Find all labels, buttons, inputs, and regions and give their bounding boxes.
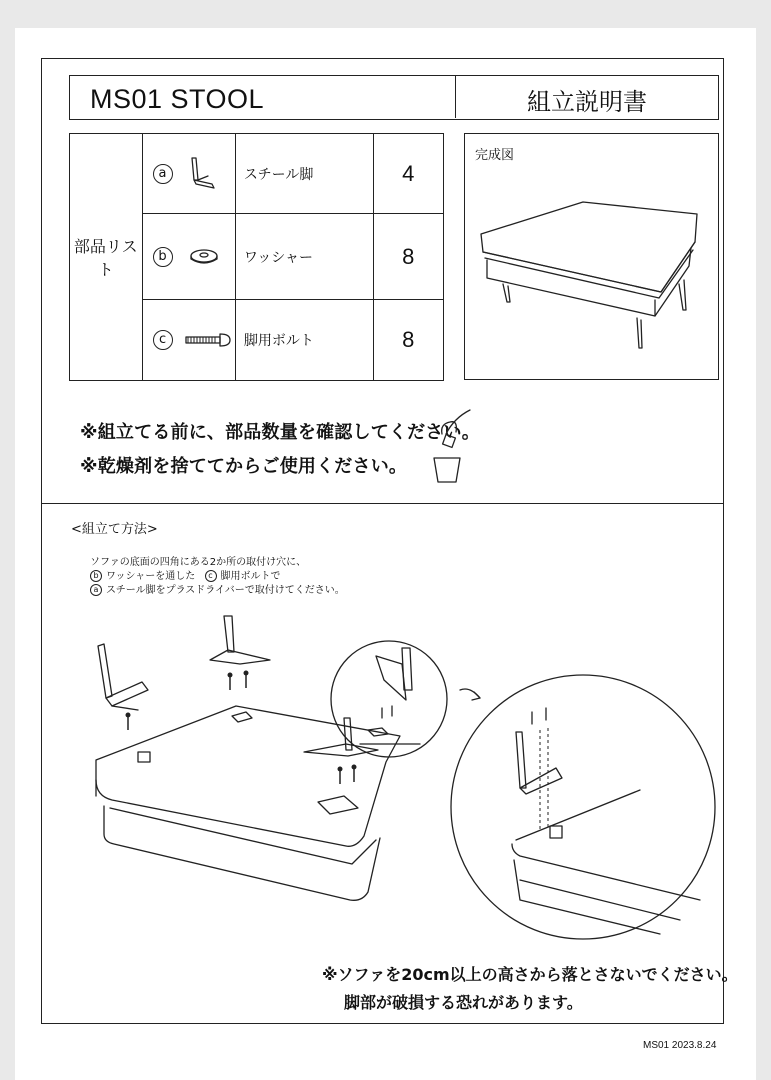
washer-icon — [184, 245, 224, 269]
instruction-text: ワッシャーを通した — [106, 571, 196, 582]
warning-drop: ※ソファを20cm以上の高さから落とさないでください。 — [322, 965, 738, 984]
title-left-cell — [70, 76, 456, 118]
instruction-letter: b — [90, 570, 102, 582]
parts-list-heading: 部品リスト — [70, 134, 143, 381]
document-title: 組立説明書 — [527, 88, 647, 116]
completed-stool-illustration — [465, 134, 717, 378]
section-divider — [41, 503, 724, 504]
bolt-icon — [182, 330, 234, 350]
discard-desiccant-icon — [426, 404, 486, 490]
completed-view-box — [464, 133, 719, 380]
part-letter: c — [153, 330, 173, 350]
steel-leg-icon — [184, 154, 224, 194]
part-name: ワッシャー — [235, 214, 373, 300]
part-qty: 4 — [373, 134, 443, 214]
footer-code-date: MS01 2023.8.24 — [643, 1040, 717, 1051]
part-c-cell — [142, 300, 235, 381]
assembly-section-title: <組立て方法> — [71, 522, 158, 537]
instruction-letter: a — [90, 584, 102, 596]
part-a-cell — [142, 134, 235, 214]
instruction-text: 脚用ボルトで — [220, 571, 281, 582]
notice-check-parts: ※組立てる前に、部品数量を確認してください。 — [80, 422, 480, 443]
instruction-text: スチール脚をプラスドライバーで取付けてください。 — [106, 585, 345, 596]
part-qty: 8 — [373, 214, 443, 300]
completed-view-label: 完成図 — [475, 148, 515, 163]
parts-list-table — [69, 133, 444, 381]
instruction-line-3 — [90, 581, 345, 596]
warning-damage: 脚部が破損する恐れがあります。 — [344, 993, 583, 1012]
part-b-cell — [142, 214, 235, 300]
notice-desiccant: ※乾燥剤を捨ててからご使用ください。 — [80, 456, 408, 477]
part-name: 脚用ボルト — [235, 300, 373, 381]
assembly-illustration — [0, 600, 771, 960]
part-name: スチール脚 — [235, 134, 373, 214]
part-letter: a — [153, 164, 173, 184]
part-letter: b — [153, 247, 173, 267]
product-title: MS01 STOOL — [90, 84, 265, 114]
instruction-line-1 — [90, 553, 306, 568]
part-qty: 8 — [373, 300, 443, 381]
instruction-text: ソファの底面の四角にある2か所の取付け穴に、 — [90, 557, 307, 568]
instruction-line-2 — [90, 567, 281, 582]
instruction-letter: c — [205, 570, 217, 582]
